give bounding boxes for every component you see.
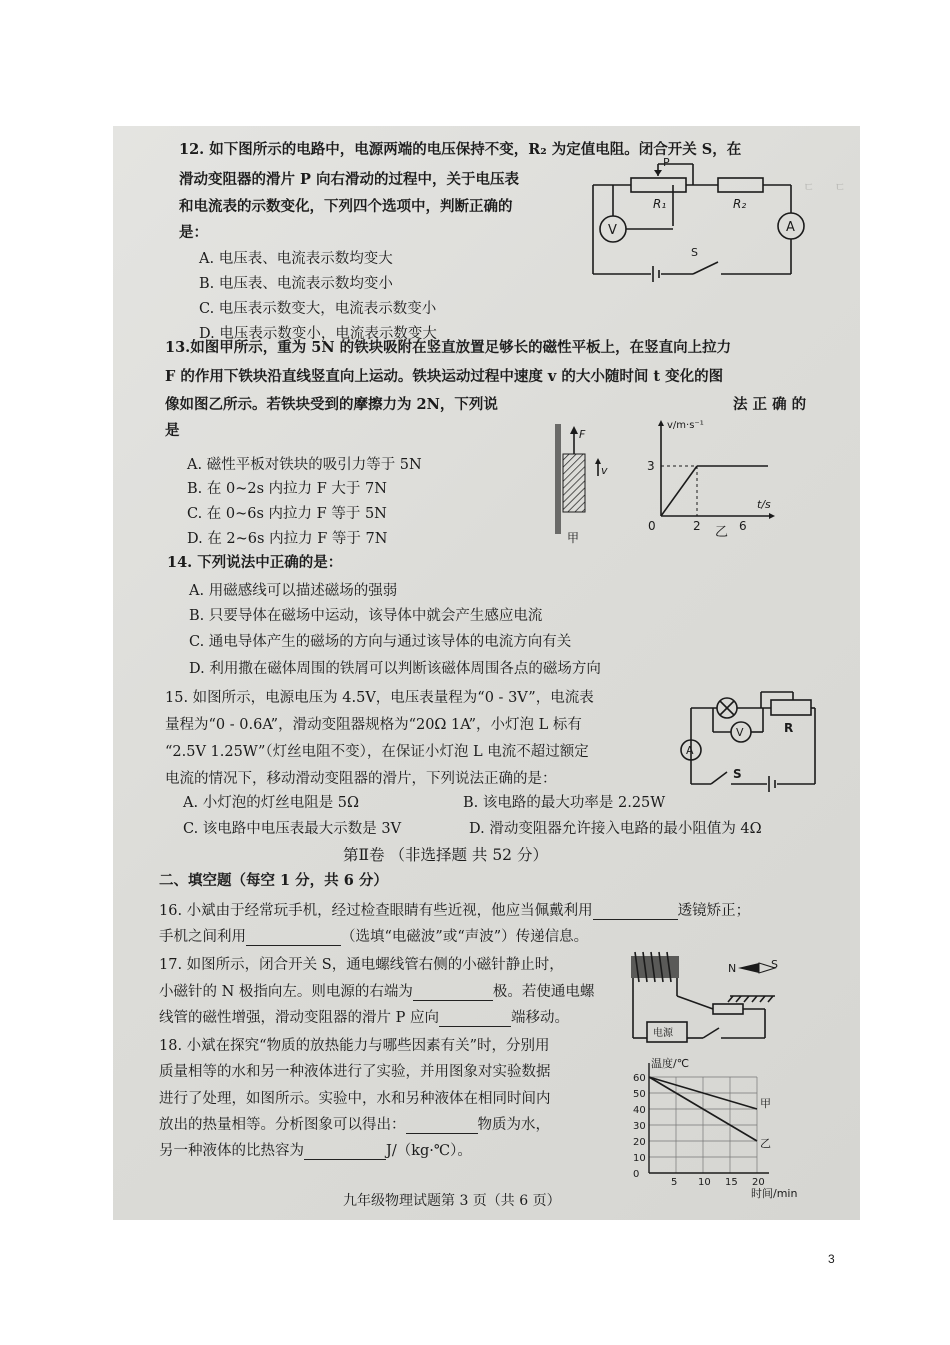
q17-text-d: 端移动。	[510, 1010, 569, 1026]
q13-velocity-label: v	[601, 464, 608, 477]
q12-option-a: A. 电压表、电流表示数均变大	[199, 251, 393, 267]
part2-title: 第Ⅱ卷 （非选择题 共 52 分）	[343, 846, 548, 864]
chart-series-label: 甲	[760, 1097, 771, 1110]
q12-r1-label: R₁	[653, 197, 667, 211]
q15-switch-label: S	[733, 767, 742, 781]
q14-option-b: B. 只要导体在磁场中运动，该导体中就会产生感应电流	[189, 608, 543, 624]
q18-text-d: J/（kg·℃）。	[386, 1143, 472, 1159]
q16-text-c: 手机之间利用	[159, 929, 246, 945]
q17-blank-1[interactable]	[413, 986, 493, 1001]
q12-stem-3: 和电流表的示数变化，下列四个选项中，判断正确的	[179, 198, 513, 215]
chart-xtick-label: 10	[698, 1177, 711, 1188]
q15-stem-2: 量程为“0 - 0.6A”，滑动变阻器规格为“20Ω 1A”，小灯泡 L 标有	[165, 717, 582, 733]
exam-photo	[113, 126, 860, 1220]
chart-ytick-label: 0	[633, 1169, 640, 1180]
q18-line-2: 质量相等的水和另一种液体进行了实验，并用图象对实验数据	[159, 1064, 551, 1080]
q13-option-c: C. 在 0~6s 内拉力 F 等于 5N	[187, 506, 387, 522]
q17-line-2	[159, 983, 594, 1001]
q13-yaxis-label: v/m·s⁻¹	[667, 420, 704, 431]
q15-stem-4: 电流的情况下，移动滑动变阻器的滑片，下列说法正确的是：	[165, 771, 557, 787]
q17-power-label: 电源	[653, 1028, 673, 1039]
q18-line-3: 进行了处理，如图所示。实验中，水和另种液体在相同时间内	[159, 1091, 551, 1107]
chart-xtick-label: 20	[752, 1177, 765, 1188]
q15-option-c: C. 该电路中电压表最大示数是 3V	[183, 821, 402, 837]
q16-blank-2[interactable]	[246, 931, 341, 946]
chart-xtick-label: 5	[671, 1177, 678, 1188]
q15-r-label: R	[784, 721, 794, 735]
q13-option-d: D. 在 2~6s 内拉力 F 等于 7N	[187, 531, 388, 547]
q12-p-label: P	[663, 156, 670, 169]
q13-tick-2: 2	[693, 519, 701, 533]
q12-r2-label: R₂	[733, 197, 747, 211]
q12-option-d: D. 电压表示数变小，电流表示数变大	[199, 326, 437, 342]
q17-rheostat	[713, 1004, 743, 1014]
q16-line-1	[159, 902, 750, 920]
q14-option-d: D. 利用撒在磁体周围的铁屑可以判断该磁体周围各点的磁场方向	[189, 661, 601, 677]
q12-circuit-diagram	[573, 156, 833, 286]
q15-circuit-diagram	[683, 686, 823, 796]
q13-vt-accel	[661, 466, 697, 516]
q16-text-d: （选填“电磁波”或“声波”）传递信息。	[341, 929, 589, 945]
q17-blank-2[interactable]	[439, 1012, 511, 1027]
page-number: 3	[828, 1252, 835, 1266]
q15-voltmeter-label: V	[736, 726, 744, 739]
q15-rheostat	[771, 700, 811, 715]
chart-xtick-label: 15	[725, 1177, 738, 1188]
q13-option-b: B. 在 0~2s 内拉力 F 大于 7N	[187, 481, 387, 497]
q13-force-label: F	[579, 428, 586, 441]
q12-option-b: B. 电压表、电流表示数均变小	[199, 276, 393, 292]
q17-text-a: 小磁针的 N 极指向左。则电源的右端为	[159, 984, 413, 1000]
q18-line-4	[159, 1116, 550, 1134]
q18-text-a: 放出的热量相等。分析图象可以得出：	[159, 1117, 406, 1133]
q17-switch	[703, 1028, 719, 1038]
q16-line-2	[159, 928, 588, 946]
q16-text-a: 16. 小斌由于经常玩手机，经过检查眼睛有些近视，他应当佩戴利用	[159, 903, 593, 919]
q15-option-b: B. 该电路的最大功率是 2.25W	[463, 795, 666, 811]
q12-stem-1: 12. 如下图所示的电路中，电源两端的电压保持不变，R₂ 为定值电阻。闭合开关 S，在	[179, 141, 742, 158]
q16-blank-1[interactable]	[593, 905, 678, 920]
chart-ytick-label: 40	[633, 1105, 646, 1116]
q18-line-5	[159, 1142, 472, 1160]
chart-xlabel: 时间/min	[751, 1187, 798, 1200]
q15-option-d: D. 滑动变阻器允许接入电路的最小阻值为 4Ω	[469, 821, 762, 837]
q13-stem-1: 13.如图甲所示，重为 5N 的铁块吸附在竖直放置足够长的磁性平板上，在竖直向上拉力	[165, 339, 732, 356]
q17-needle-n: N	[728, 962, 737, 975]
q13-jia-label: 甲	[567, 531, 580, 545]
q13-option-a: A. 磁性平板对铁块的吸引力等于 5N	[187, 457, 422, 473]
q15-stem-1: 15. 如图所示，电源电压为 4.5V，电压表量程为“0 - 3V”，电流表	[165, 690, 594, 706]
q13-stem-4: 是	[165, 422, 180, 439]
q14-stem: 14. 下列说法中正确的是：	[167, 554, 343, 571]
bleed-through: ㄷ ㄷ	[803, 180, 846, 194]
page-footer: 九年级物理试题第 3 页（共 6 页）	[343, 1193, 561, 1209]
chart-ytick-label: 30	[633, 1121, 646, 1132]
q13-magnetic-plate	[555, 424, 561, 534]
q18-line-1: 18. 小斌在探究“物质的放热能力与哪些因素有关”时，分别用	[159, 1038, 550, 1054]
q18-blank-2[interactable]	[304, 1145, 386, 1160]
section2-title: 二、填空题（每空 1 分，共 6 分）	[159, 872, 388, 889]
q12-ammeter-label: A	[786, 220, 795, 235]
q13-tick-6: 6	[739, 519, 747, 533]
q13-stem-3b: 法 正 确 的	[733, 396, 807, 413]
q12-r1-resistor	[631, 178, 686, 192]
q17-solenoid-diagram	[625, 946, 785, 1046]
q13-origin: 0	[648, 519, 656, 533]
chart-ytick-label: 20	[633, 1137, 646, 1148]
q12-voltmeter-label: V	[608, 223, 617, 238]
q12-stem-4: 是：	[179, 224, 208, 241]
q13-tick-3: 3	[647, 459, 655, 473]
q12-r2-resistor	[718, 178, 763, 192]
q16-text-b: 透镜矫正；	[677, 903, 751, 919]
q17-line-3	[159, 1009, 569, 1027]
q17-needle-s: S	[771, 958, 778, 971]
q13-stem-3: 像如图乙所示。若铁块受到的摩擦力为 2N，下列说	[165, 396, 498, 413]
q17-text-c: 线管的磁性增强，滑动变阻器的滑片 P 应向	[159, 1010, 439, 1026]
chart-ytick-label: 60	[633, 1073, 646, 1084]
q18-temperature-chart	[619, 1057, 798, 1200]
chart-ytick-label: 10	[633, 1153, 646, 1164]
chart-ytick-label: 50	[633, 1089, 646, 1100]
q14-option-c: C. 通电导体产生的磁场的方向与通过该导体的电流方向有关	[189, 634, 572, 650]
q13-iron-block	[563, 454, 585, 512]
q12-switch	[693, 262, 718, 274]
q15-ammeter-label: A	[686, 744, 694, 757]
chart-ylabel: 温度/℃	[651, 1057, 690, 1070]
q17-line-1: 17. 如图所示，闭合开关 S，通电螺线管右侧的小磁针静止时，	[159, 957, 564, 973]
q18-text-c: 另一种液体的比热容为	[159, 1143, 304, 1159]
q15-option-a: A. 小灯泡的灯丝电阻是 5Ω	[183, 795, 360, 811]
q18-blank-1[interactable]	[406, 1119, 478, 1134]
q15-switch	[711, 772, 727, 784]
q12-stem-2: 滑动变阻器的滑片 P 向右滑动的过程中，关于电压表	[179, 171, 519, 188]
q14-option-a: A. 用磁感线可以描述磁场的强弱	[189, 583, 398, 599]
q12-option-c: C. 电压表示数变大，电流表示数变小	[199, 301, 437, 317]
q17-compass-needle	[738, 963, 759, 973]
chart-series-label: 乙	[760, 1137, 771, 1150]
q17-text-b: 极。若使通电螺	[492, 984, 595, 1000]
q13-stem-2: F 的作用下铁块沿直线竖直向上运动。铁块运动过程中速度 v 的大小随时间 t 变化的图	[165, 368, 724, 385]
q13-yi-label: 乙	[715, 525, 729, 540]
q12-switch-label: S	[691, 246, 698, 259]
q15-stem-3: “2.5V 1.25W”（灯丝电阻不变），在保证小灯泡 L 电流不超过额定	[165, 744, 589, 760]
q13-figure	[543, 416, 783, 546]
q18-text-b: 物质为水，	[477, 1117, 550, 1133]
q13-xaxis-label: t/s	[757, 498, 771, 511]
